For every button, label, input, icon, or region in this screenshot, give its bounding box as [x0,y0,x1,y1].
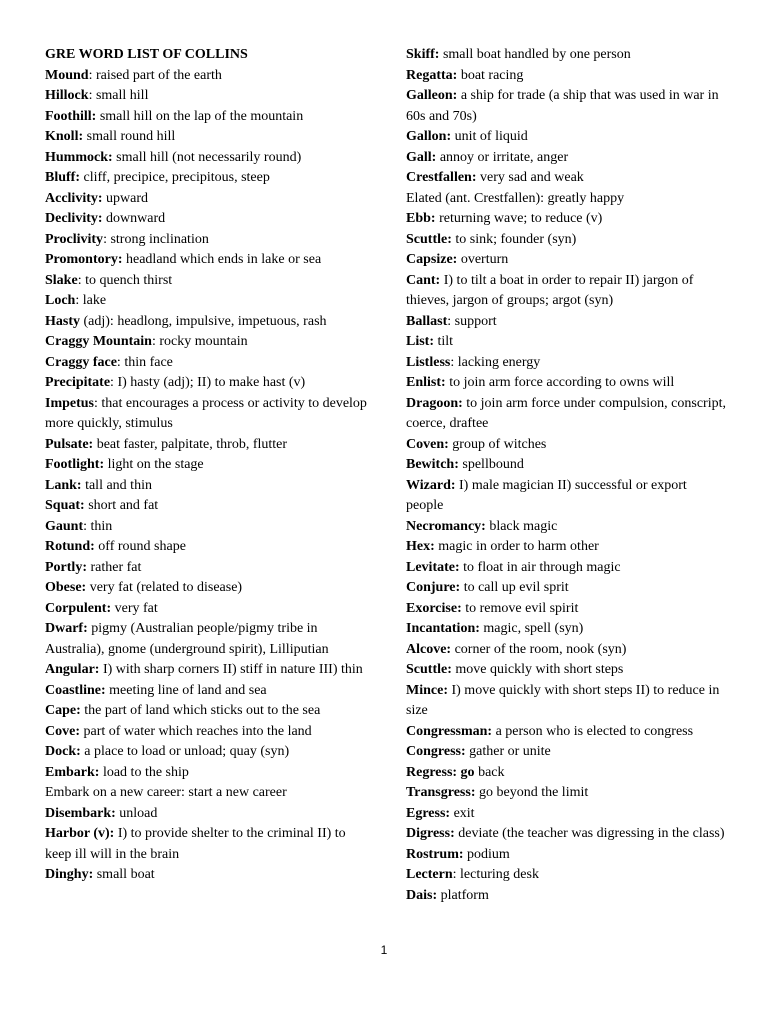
word-entry [406,476,726,517]
entry-term: Digress: [406,826,455,841]
entry-term: Dais: [406,887,438,903]
word-entry [406,86,726,127]
entry-definition: downward [102,211,166,226]
entry-term: Mince: [406,682,448,698]
word-entry [406,353,726,374]
entry-term: Gaunt [45,518,84,534]
word-entry [406,722,726,743]
word-entry [45,476,371,497]
entry-definition: thin [87,518,113,534]
entry-term: Craggy Mountain [45,334,152,349]
word-entry [45,701,371,722]
entry-definition: unload [115,805,158,821]
entry-term: Disembark: [45,805,116,821]
entry-definition: go beyond the limit [475,785,589,800]
word-entry [406,45,726,66]
entry-separator: : [151,334,156,349]
entry-definition: corner of the room, nook (syn) [451,641,627,657]
entry-term: Foothill: [45,108,97,124]
entry-term: Hex: [406,539,435,554]
entry-definition: returning wave; to reduce (v) [435,211,603,226]
entry-term: Egress: [406,805,451,821]
entry-definition: headland which ends in lake or sea [122,252,322,267]
word-entry [45,291,371,312]
word-entry [45,804,371,825]
entry-definition: light on the stage [104,457,204,472]
entry-term: Dragoon: [406,395,463,411]
entry-term: Listless [406,354,451,370]
entry-term: Levitate: [406,559,460,575]
entry-term: Rotund: [45,539,95,554]
word-entry [406,209,726,230]
entry-definition: I) male magician II) successful or export people [406,477,691,513]
entry-term: Coven: [406,436,449,452]
entry-definition: off round shape [94,539,186,554]
entry-definition: small hill [92,88,149,103]
entry-term: Congress: [406,744,466,759]
entry-term: Scuttle: [406,231,452,247]
word-entry [45,312,371,333]
entry-term: Exorcise: [406,600,462,616]
word-entry [45,86,371,107]
word-entry [406,783,726,804]
word-entry [406,599,726,620]
entry-definition: I) with sharp corners II) stiff in nature III) thin [99,662,363,677]
entry-term: Corpulent: [45,600,112,616]
entry-definition: lecturing desk [456,867,539,882]
entry-definition: short and fat [84,498,159,513]
entry-definition: boat racing [457,67,524,83]
entry-term: Proclivity [45,231,104,247]
entry-definition: I) move quickly with short steps II) to reduce in size [406,682,723,718]
entry-term: Precipitate [45,375,111,390]
entry-separator: : [110,375,114,390]
entry-term: Dock: [45,744,81,759]
entry-definition: Embark on a new career: start a new career [45,785,287,800]
entry-separator: : [450,354,455,370]
word-entry [406,435,726,456]
entry-definition: magic in order to harm other [434,539,599,554]
entry-definition: small round hill [83,129,176,144]
word-entry [406,230,726,251]
word-entry [406,537,726,558]
entry-definition: unit of liquid [451,129,528,144]
word-entry [406,312,726,333]
entry-definition: very fat (related to disease) [86,580,243,595]
word-entry [406,558,726,579]
entry-term: Gallon: [406,129,452,144]
entry-term: Enlist: [406,375,446,390]
entry-definition: to sink; founder (syn) [451,231,577,247]
word-entry [45,722,371,743]
entry-definition: the part of land which sticks out to the sea [80,703,321,718]
entry-term: Footlight: [45,457,105,472]
word-entry [406,373,726,394]
entry-term: Mound [45,67,89,83]
entry-definition: podium [463,846,510,862]
word-entry [406,168,726,189]
word-entry [45,107,371,128]
entry-definition: a person who is elected to congress [492,723,694,739]
word-entry [406,189,726,210]
entry-definition: Elated (ant. Crestfallen): greatly happy [406,190,625,206]
word-entry [45,168,371,189]
word-entry [45,517,371,538]
page-number: 1 [380,943,388,957]
entry-term: Slake [45,272,78,288]
entry-separator: : [75,293,80,308]
entry-definition: group of witches [448,436,547,452]
word-entry [406,824,726,845]
entry-term: Loch [45,293,76,308]
entry-separator: : [88,67,93,83]
entry-term: Hummock: [45,149,113,165]
entry-separator: : [88,88,93,103]
entry-term: Gall: [406,149,437,165]
word-entry [406,886,726,907]
entry-definition: I) hasty (adj); II) to make hast (v) [113,375,306,390]
left-column [45,45,371,886]
word-entry [45,455,371,476]
entry-term: Cape: [45,703,81,718]
word-entry [45,865,371,886]
word-entry [406,127,726,148]
entry-term: Bluff: [45,170,80,185]
entry-definition: raised part of the earth [92,67,222,83]
word-entry [406,578,726,599]
entry-term: Pulsate: [45,436,94,452]
entry-definition: support [451,313,497,329]
entry-separator: : [77,272,82,288]
word-entry [45,599,371,620]
entry-definition: very fat [111,600,158,616]
word-entry [406,845,726,866]
word-entry [45,394,371,435]
entry-term: Craggy face [45,354,117,370]
document-title: GRE WORD LIST OF COLLINS [45,47,248,62]
entry-term: Regress: go [406,764,475,780]
entry-definition: (adj): headlong, impulsive, impetuous, rash [80,313,327,329]
word-entry [406,148,726,169]
entry-term: List: [406,334,434,349]
entry-definition: rocky mountain [155,334,248,349]
entry-term: Embark: [45,764,100,780]
entry-term: Obese: [45,580,87,595]
entry-term: Transgress: [406,785,476,800]
entry-term: Alcove: [406,641,452,657]
entry-definition: tall and thin [81,477,152,493]
word-entry [406,742,726,763]
entry-definition: to float in air through magic [459,559,621,575]
entry-definition: thin face [120,354,173,370]
word-entry [406,619,726,640]
entry-term: Lank: [45,477,82,493]
entry-term: Acclivity: [45,190,103,206]
entry-definition: a place to load or unload; quay (syn) [80,744,290,759]
word-entry [45,148,371,169]
entry-definition: black magic [485,518,558,534]
entry-definition: to call up evil sprit [460,580,569,595]
word-entry [45,189,371,210]
entry-definition: upward [102,190,149,206]
entry-separator: : [94,395,98,411]
entry-term: Knoll: [45,129,84,144]
entry-term: Dinghy: [45,867,94,882]
word-entry [45,783,371,804]
entry-term: Regatta: [406,67,458,83]
entry-term: Portly: [45,559,87,575]
word-entry [45,824,371,865]
entry-definition: overturn [457,252,509,267]
word-entry [406,660,726,681]
entry-term: Congressman: [406,723,493,739]
word-entry [45,681,371,702]
entry-definition: beat faster, palpitate, throb, flutter [93,436,288,452]
word-entry [406,250,726,271]
entry-definition: gather or unite [465,744,551,759]
word-entry [45,127,371,148]
entry-term: Declivity: [45,211,103,226]
word-entry [406,332,726,353]
word-entry [45,558,371,579]
word-entry [406,763,726,784]
entry-definition: deviate (the teacher was digressing in the class) [454,826,725,841]
entry-term: Galleon: [406,88,458,103]
entry-definition: I) to provide shelter to the criminal II) to keep ill will in the brain [45,826,350,862]
entry-definition: lake [79,293,107,308]
entry-definition: exit [450,805,475,821]
entry-term: Cant: [406,272,441,288]
right-entries [406,45,730,906]
entry-definition: to join arm force according to owns will [445,375,675,390]
word-entry [45,742,371,763]
word-entry [406,517,726,538]
entry-term: Bewitch: [406,457,459,472]
entry-definition: load to the ship [99,764,189,780]
entry-definition: I) to tilt a boat in order to repair II) jargon of thieves, jargon of groups; argot (syn) [406,272,697,308]
entry-term: Coastline: [45,682,106,698]
word-entry [406,865,726,886]
entry-separator: : [452,867,457,882]
entry-definition: meeting line of land and sea [105,682,267,698]
word-entry [45,209,371,230]
word-entry [406,681,726,722]
word-entry [45,619,371,660]
word-entry [45,66,371,87]
entry-term: Crestfallen: [406,170,477,185]
entry-definition: to remove evil spirit [461,600,579,616]
entry-definition: that encourages a process or activity to develop more quickly, stimulus [45,395,371,431]
word-entry [45,250,371,271]
word-entry [45,578,371,599]
word-entry [45,537,371,558]
entry-definition: magic, spell (syn) [479,621,584,636]
entry-term: Hasty [45,313,80,329]
entry-term: Hillock [45,88,89,103]
entry-term: Ebb: [406,211,436,226]
word-entry [45,230,371,251]
entry-term: Capsize: [406,252,458,267]
entry-definition: very sad and weak [476,170,584,185]
right-column [406,45,730,906]
entry-definition: tilt [434,334,454,349]
word-entry [45,660,371,681]
entry-term: Cove: [45,723,80,739]
entry-definition: cliff, precipice, precipitous, steep [80,170,270,185]
entry-definition: platform [437,887,489,903]
entry-definition: small hill (not necessarily round) [112,149,302,165]
entry-term: Rostrum: [406,846,464,862]
entry-term: Wizard: [406,477,456,493]
entry-term: Lectern [406,867,453,882]
entry-separator: : [447,313,452,329]
word-entry [45,332,371,353]
entry-term: Dwarf: [45,621,88,636]
entry-term: Impetus [45,395,95,411]
word-entry [406,394,730,435]
entry-definition: annoy or irritate, anger [436,149,569,165]
word-entry [45,353,371,374]
left-entries [45,66,371,886]
entry-term: Skiff: [406,47,440,62]
word-entry [406,640,726,661]
entry-definition: part of water which reaches into the land [80,723,312,739]
word-entry [406,455,726,476]
word-entry [406,271,726,312]
entry-definition: small boat [93,867,155,882]
entry-term: Ballast [406,313,448,329]
word-entry [406,66,726,87]
entry-definition: spellbound [458,457,524,472]
word-entry [45,496,371,517]
entry-definition: a ship for trade (a ship that was used in war in 60s and 70s) [406,88,723,124]
entry-term: Squat: [45,498,85,513]
entry-definition: back [474,764,505,780]
entry-term: Promontory: [45,252,123,267]
word-entry [45,373,371,394]
entry-definition: strong inclination [106,231,209,247]
entry-term: Scuttle: [406,662,452,677]
entry-term: Angular: [45,662,100,677]
entry-separator: : [83,518,88,534]
entry-term: Necromancy: [406,518,486,534]
entry-term: Conjure: [406,580,461,595]
entry-definition: to quench thirst [81,272,173,288]
word-entry [45,435,371,456]
word-entry [406,804,726,825]
entry-definition: move quickly with short steps [451,662,624,677]
entry-definition: rather fat [86,559,142,575]
word-entry [45,763,371,784]
entry-term: Harbor (v): [45,826,115,841]
entry-definition: small boat handled by one person [439,47,631,62]
entry-term: Incantation: [406,621,480,636]
entry-definition: lacking energy [454,354,541,370]
entry-definition: pigmy (Australian people/pigmy tribe in Australia), gnome (underground spirit), Lilliputian [45,621,329,657]
word-entry [45,271,371,292]
entry-definition: small hill on the lap of the mountain [96,108,304,124]
entry-separator: : [103,231,107,247]
entry-definition: to join arm force under compulsion, conscript, coerce, draftee [406,395,730,431]
entry-separator: : [116,354,121,370]
